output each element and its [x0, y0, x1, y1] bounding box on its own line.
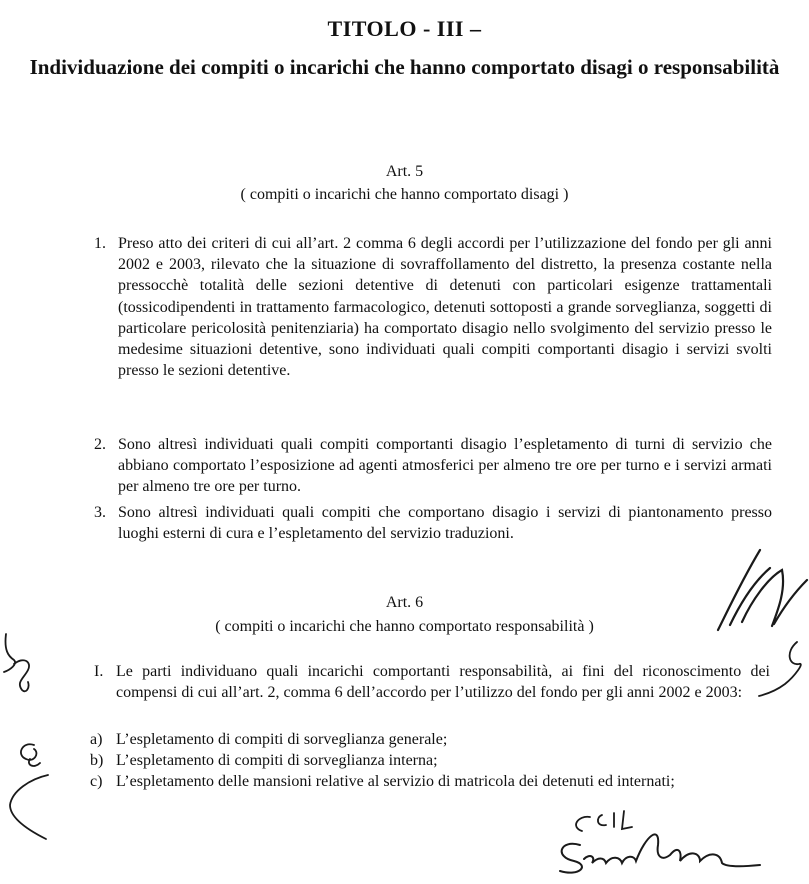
art6-intro-number: I.: [94, 663, 104, 680]
art5-item-1-number: 1.: [94, 235, 106, 252]
signature-cgil: [550, 805, 770, 880]
art6-item-c-text: L’espletamento delle mansioni relative al servizio di matricola dei detenuti ed internati;: [116, 773, 675, 790]
art6-item-b-label: b): [90, 752, 104, 769]
art6-intro-text: Le parti individuano quali incarichi comportanti responsabilità, ai fini del riconoscimento dei compensi di cui all’art. 2, comma 6 dell’accordo per l’utilizzo del fondo per gli anni 2002 e 2003:: [116, 663, 770, 702]
art5-item-1-text: Preso atto dei criteri di cui all’art. 2 comma 6 degli accordi per l’utilizzazione del fondo per gli anni 2002 e 2003, rilevato che la situazione di sovraffollamento del distretto, la presenza costante nella pressocchè totalità delle sezioni detentive di detenuti con particolari esigenze trattamentali (tossicodipendenti in trattamento farmacologico, detenuti sottoposti a grande sorveglianza, soggetti di particolare pericolosità penitenziaria) ha comportato disagio nello svolgimento del servizio presso le medesime situazioni detentive, sono individuati quali compiti comportanti disagio i servizi svolti presso le sezioni detentive.: [118, 235, 772, 380]
signature-left-top: [0, 630, 50, 700]
art6-heading: Art. 6: [385, 594, 424, 611]
art6-item-b-text: L’espletamento di compiti di sorveglianza interna;: [116, 752, 438, 769]
page-title: TITOLO - III –: [327, 16, 482, 41]
art6-item-a-label: a): [90, 731, 103, 748]
art5-item-3-number: 3.: [94, 504, 106, 521]
art5-heading: Art. 5: [385, 163, 424, 180]
page-subtitle: Individuazione dei compiti o incarichi che hanno comportato disagi o responsabilità: [29, 55, 780, 79]
signature-left-bottom: [0, 735, 70, 845]
art5-item-2-number: 2.: [94, 436, 106, 453]
art6-item-c-label: c): [90, 773, 103, 790]
art6-item-a-text: L’espletamento di compiti di sorveglianza generale;: [116, 731, 448, 748]
art6-subheading: ( compiti o incarichi che hanno comportato responsabilità ): [215, 618, 594, 635]
art5-item-2-text: Sono altresì individuati quali compiti comportanti disagio l’espletamento di turni di servizio che abbiano comportato l’esposizione ad agenti atmosferici per almeno tre ore per turno e i servizi armati per almeno tre ore per turno.: [118, 436, 772, 496]
art5-item-3-text: Sono altresì individuati quali compiti che comportano disagio i servizi di piantonamento presso luoghi esterni di cura e l’espletamento del servizio traduzioni.: [118, 504, 772, 543]
art5-subheading: ( compiti o incarichi che hanno comportato disagi ): [240, 186, 569, 203]
